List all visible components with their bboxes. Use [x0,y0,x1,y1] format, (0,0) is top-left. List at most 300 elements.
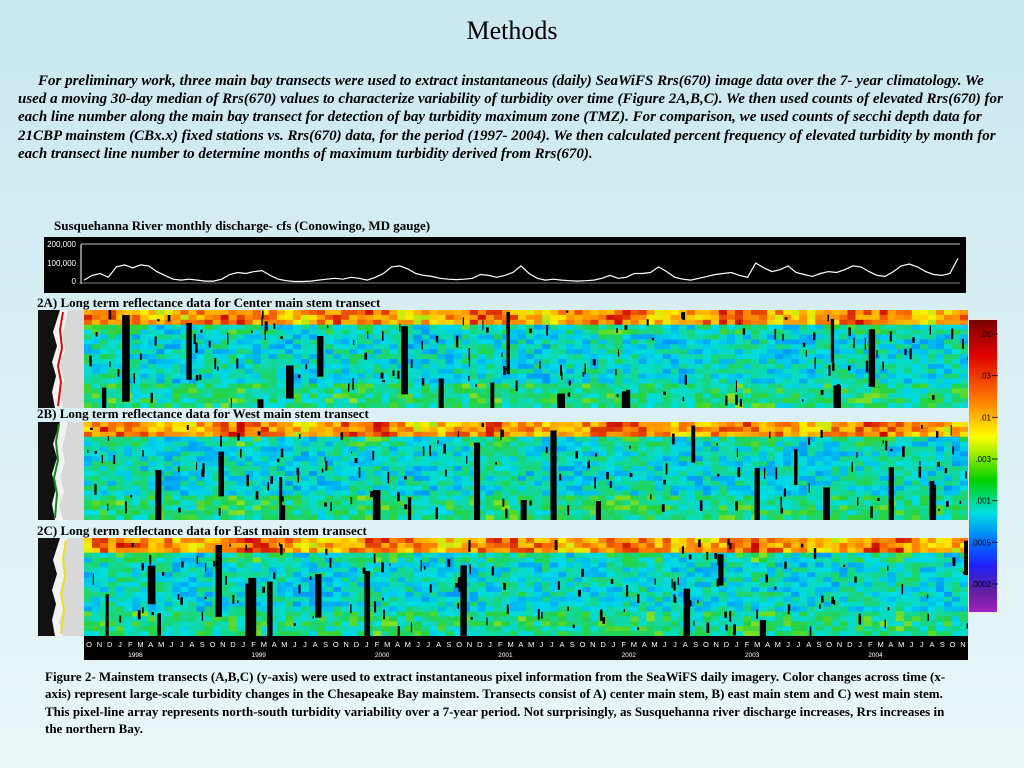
heatmap-cell [703,466,712,472]
missing-data-mark [516,381,518,392]
heatmap-cell [373,393,382,399]
heatmap-cell [172,384,181,390]
heatmap-cell [655,349,664,355]
heatmap-cell [807,451,816,457]
heatmap-cell [920,310,929,316]
heatmap-cell [679,354,688,360]
heatmap-cell [904,471,913,477]
heatmap-cell [896,427,905,433]
heatmap-cell [341,481,350,487]
heatmap-cell [446,403,455,408]
heatmap-cell [325,320,334,326]
heatmap-cell [606,491,615,497]
heatmap-cell [888,437,897,443]
heatmap-cell [92,456,101,462]
heatmap-cell [132,437,141,443]
heatmap-cell [148,626,157,632]
heatmap-cell [695,437,704,443]
heatmap-cell [510,461,519,467]
heatmap-cell [205,432,214,438]
heatmap-cell [775,500,784,506]
heatmap-cell [679,461,688,467]
heatmap-cell [156,437,165,443]
heatmap-cell [526,354,535,360]
heatmap-cell [534,384,543,390]
heatmap-cell [671,398,680,404]
heatmap-cell [349,481,358,487]
heatmap-cell [100,510,109,516]
heatmap-cell [574,515,583,520]
heatmap-cell [446,476,455,482]
heatmap-cell [936,510,945,516]
heatmap-cell [381,422,390,428]
heatmap-cell [880,330,889,336]
heatmap-cell [205,379,214,385]
heatmap-cell [92,592,101,598]
heatmap-cell [140,310,149,316]
heatmap-cell [349,466,358,472]
heatmap-cell [767,515,776,520]
heatmap-cell [550,422,559,428]
heatmap-cell [783,461,792,467]
heatmap-cell [727,491,736,497]
heatmap-cell [349,471,358,477]
heatmap-cell [84,572,93,578]
heatmap-cell [574,486,583,492]
heatmap-cell [534,344,543,350]
heatmap-cell [566,320,575,326]
heatmap-cell [164,616,173,622]
heatmap-cell [357,398,366,404]
heatmap-cell [261,437,270,443]
heatmap-cell [253,510,262,516]
heatmap-cell [743,456,752,462]
heatmap-cell [896,476,905,482]
heatmap-cell [614,364,623,370]
heatmap-cell [687,315,696,321]
heatmap-cell [349,437,358,443]
heatmap-cell [317,384,326,390]
heatmap-cell [735,456,744,462]
heatmap-cell [912,310,921,316]
heatmap-cell [413,344,422,350]
heatmap-cell [687,335,696,341]
heatmap-cell [245,500,254,506]
heatmap-cell [237,422,246,428]
heatmap-cell [422,359,431,365]
heatmap-cell [140,369,149,375]
heatmap-cell [188,481,197,487]
heatmap-cell [446,349,455,355]
heatmap-cell [855,447,864,453]
heatmap-cell [389,393,398,399]
heatmap-cell [277,379,286,385]
heatmap-cell [132,456,141,462]
heatmap-cell [807,500,816,506]
heatmap-cell [695,486,704,492]
heatmap-cell [727,335,736,341]
heatmap-cell [775,364,784,370]
heatmap-cell [245,398,254,404]
y-tick-label-200k: 200,000 [47,240,76,249]
heatmap-cell [928,359,937,365]
heatmap-cell [341,315,350,321]
heatmap-cell [245,471,254,477]
heatmap-cell [799,422,808,428]
heatmap-cell [494,422,503,428]
heatmap-cell [775,354,784,360]
heatmap-cell [815,384,824,390]
missing-data-mark [327,325,329,328]
heatmap-cell [630,310,639,316]
heatmap-cell [855,398,864,404]
heatmap-cell [727,496,736,502]
heatmap-cell [936,486,945,492]
heatmap-cell [293,491,302,497]
missing-data-mark [739,320,740,325]
heatmap-cell [333,364,342,370]
heatmap-cell [614,486,623,492]
heatmap-cell [799,315,808,321]
heatmap-cell [494,330,503,336]
heatmap-cell [831,466,840,472]
heatmap-cell [847,315,856,321]
heatmap-cell [341,354,350,360]
heatmap-cell [84,621,93,627]
heatmap-cell [598,344,607,350]
heatmap-cell [783,403,792,408]
heatmap-cell [285,325,294,331]
heatmap-cell [606,398,615,404]
heatmap-cell [100,486,109,492]
heatmap-cell [735,369,744,375]
heatmap-cell [261,393,270,399]
heatmap-cell [205,393,214,399]
heatmap-cell [647,422,656,428]
heatmap-cell [124,553,133,559]
heatmap-cell [245,451,254,457]
heatmap-cell [558,339,567,345]
heatmap-cell [462,510,471,516]
heatmap-cell [172,325,181,331]
heatmap-cell [880,344,889,350]
missing-data-mark [755,468,760,520]
heatmap-cell [365,515,374,520]
heatmap-cell [719,422,728,428]
heatmap-cell [221,374,230,380]
heatmap-cell [550,379,559,385]
heatmap-cell [156,349,165,355]
heatmap-cell [944,393,953,399]
heatmap-cell [888,388,897,394]
heatmap-cell [639,374,648,380]
heatmap-cell [574,496,583,502]
heatmap-cell [285,496,294,502]
heatmap-cell [582,437,591,443]
heatmap-cell [413,442,422,448]
heatmap-cell [172,427,181,433]
heatmap-cell [880,505,889,511]
heatmap-cell [614,422,623,428]
heatmap-cell [148,538,157,544]
heatmap-cell [518,325,527,331]
heatmap-cell [156,384,165,390]
heatmap-cell [100,587,109,593]
heatmap-cell [309,398,318,404]
heatmap-cell [237,310,246,316]
heatmap-cell [855,315,864,321]
heatmap-cell [518,476,527,482]
heatmap-cell [261,364,270,370]
heatmap-cell [100,543,109,549]
heatmap-cell [574,354,583,360]
heatmap-cell [92,310,101,316]
heatmap-cell [172,567,181,573]
heatmap-cell [349,515,358,520]
heatmap-cell [132,553,141,559]
heatmap-cell [229,427,238,433]
heatmap-cell [574,422,583,428]
heatmap-cell [140,393,149,399]
heatmap-cell [301,447,310,453]
heatmap-cell [188,587,197,593]
heatmap-cell [671,510,680,516]
missing-data-mark [625,325,628,330]
heatmap-cell [422,393,431,399]
heatmap-cell [293,451,302,457]
heatmap-cell [108,612,117,618]
heatmap-cell [590,339,599,345]
heatmap-cell [831,471,840,477]
heatmap-cell [904,432,913,438]
heatmap-cell [108,553,117,559]
heatmap-cell [864,500,873,506]
heatmap-cell [936,451,945,457]
heatmap-cell [936,442,945,448]
heatmap-cell [831,432,840,438]
heatmap-cell [791,500,800,506]
heatmap-cell [164,437,173,443]
heatmap-cell [936,320,945,326]
y-tick-label-100k: 100,000 [47,259,76,268]
heatmap-cell [172,393,181,399]
heatmap-cell [719,481,728,487]
heatmap-cell [799,403,808,408]
heatmap-cell [663,515,672,520]
heatmap-cell [606,379,615,385]
heatmap-cell [936,344,945,350]
heatmap-cell [671,476,680,482]
heatmap-cell [566,344,575,350]
heatmap-cell [413,374,422,380]
heatmap-cell [221,515,230,520]
heatmap-cell [703,505,712,511]
heatmap-cell [855,369,864,375]
heatmap-cell [164,543,173,549]
heatmap-cell [172,572,181,578]
heatmap-cell [775,325,784,331]
heatmap-cell [430,384,439,390]
heatmap-cell [960,456,968,462]
heatmap-cell [896,379,905,385]
heatmap-cell [237,393,246,399]
heatmap-cell [397,315,406,321]
heatmap-cell [743,320,752,326]
heatmap-cell [799,374,808,380]
heatmap-cell [357,384,366,390]
heatmap-cell [823,325,832,331]
heatmap-cell [952,339,961,345]
heatmap-cell [928,456,937,462]
heatmap-cell [180,612,189,618]
heatmap-cell [349,335,358,341]
heatmap-cell [864,481,873,487]
heatmap-cell [100,335,109,341]
heatmap-cell [823,398,832,404]
heatmap-cell [213,325,222,331]
heatmap-cell [84,587,93,593]
heatmap-cell [663,369,672,375]
heatmap-cell [164,330,173,336]
heatmap-cell [743,310,752,316]
heatmap-cell [317,486,326,492]
heatmap-cell [703,393,712,399]
heatmap-cell [269,476,278,482]
heatmap-cell [855,379,864,385]
heatmap-cell [494,379,503,385]
heatmap-cell [116,437,125,443]
heatmap-cell [703,403,712,408]
heatmap-cell [679,496,688,502]
heatmap-cell [767,427,776,433]
heatmap-cell [647,437,656,443]
heatmap-cell [229,320,238,326]
heatmap-cell [735,364,744,370]
missing-data-mark [735,501,738,510]
heatmap-cell [783,515,792,520]
heatmap-cell [655,427,664,433]
heatmap-cell [855,427,864,433]
heatmap-cell [703,456,712,462]
missing-data-mark [240,449,241,458]
heatmap-cell [180,592,189,598]
heatmap-cell [261,427,270,433]
heatmap-cell [341,471,350,477]
heatmap-cell [108,466,117,472]
heatmap-cell [550,359,559,365]
heatmap-cell [944,456,953,462]
heatmap-cell [205,461,214,467]
heatmap-cell [679,486,688,492]
heatmap-cell [413,437,422,443]
missing-data-mark [351,497,352,504]
heatmap-cell [430,349,439,355]
heatmap-cell [759,456,768,462]
heatmap-cell [655,481,664,487]
heatmap-cell [759,515,768,520]
heatmap-cell [839,374,848,380]
heatmap-cell [904,515,913,520]
heatmap-cell [831,374,840,380]
heatmap-cell [188,553,197,559]
heatmap-cell [494,335,503,341]
heatmap-cell [164,398,173,404]
missing-data-mark [90,428,93,430]
heatmap-cell [261,384,270,390]
heatmap-cell [245,388,254,394]
heatmap-cell [148,349,157,355]
heatmap-cell [864,422,873,428]
heatmap-cell [446,491,455,497]
heatmap-cell [422,427,431,433]
heatmap-cell [687,325,696,331]
heatmap-cell [333,447,342,453]
heatmap-cell [470,369,479,375]
heatmap-cell [413,393,422,399]
heatmap-cell [140,592,149,598]
heatmap-cell [124,471,133,477]
heatmap-cell [598,310,607,316]
heatmap-cell [960,315,968,321]
heatmap-cell [164,384,173,390]
heatmap-cell [872,491,881,497]
heatmap-cell [679,364,688,370]
heatmap-cell [269,320,278,326]
heatmap-cell [349,330,358,336]
heatmap-cell [518,403,527,408]
heatmap-cell [373,456,382,462]
heatmap-cell [952,515,961,520]
heatmap-cell [253,320,262,326]
heatmap-cell [928,403,937,408]
heatmap-cell [944,491,953,497]
heatmap-cell [100,310,109,316]
missing-data-mark [666,463,668,474]
heatmap-cell [140,577,149,583]
heatmap-cell [936,393,945,399]
heatmap-cell [132,427,141,433]
missing-data-mark [155,470,161,520]
heatmap-cell [904,510,913,516]
heatmap-cell [245,349,254,355]
heatmap-cell [470,432,479,438]
missing-data-mark [764,468,765,479]
missing-data-mark [456,336,458,348]
heatmap-cell [124,577,133,583]
heatmap-cell [606,496,615,502]
heatmap-cell [872,388,881,394]
heatmap-cell [896,437,905,443]
heatmap-cell [84,515,93,520]
heatmap-cell [100,572,109,578]
heatmap-cell [526,461,535,467]
heatmap-cell [614,379,623,385]
missing-data-mark [877,498,879,501]
heatmap-cell [470,359,479,365]
heatmap-cell [277,398,286,404]
heatmap-cell [494,344,503,350]
heatmap-cell [124,572,133,578]
heatmap-cell [606,447,615,453]
heatmap-cell [108,422,117,428]
heatmap-cell [510,451,519,457]
heatmap-cell [606,510,615,516]
heatmap-cell [590,330,599,336]
heatmap-cell [896,510,905,516]
heatmap-cell [622,486,631,492]
heatmap-cell [92,607,101,613]
heatmap-cell [317,320,326,326]
